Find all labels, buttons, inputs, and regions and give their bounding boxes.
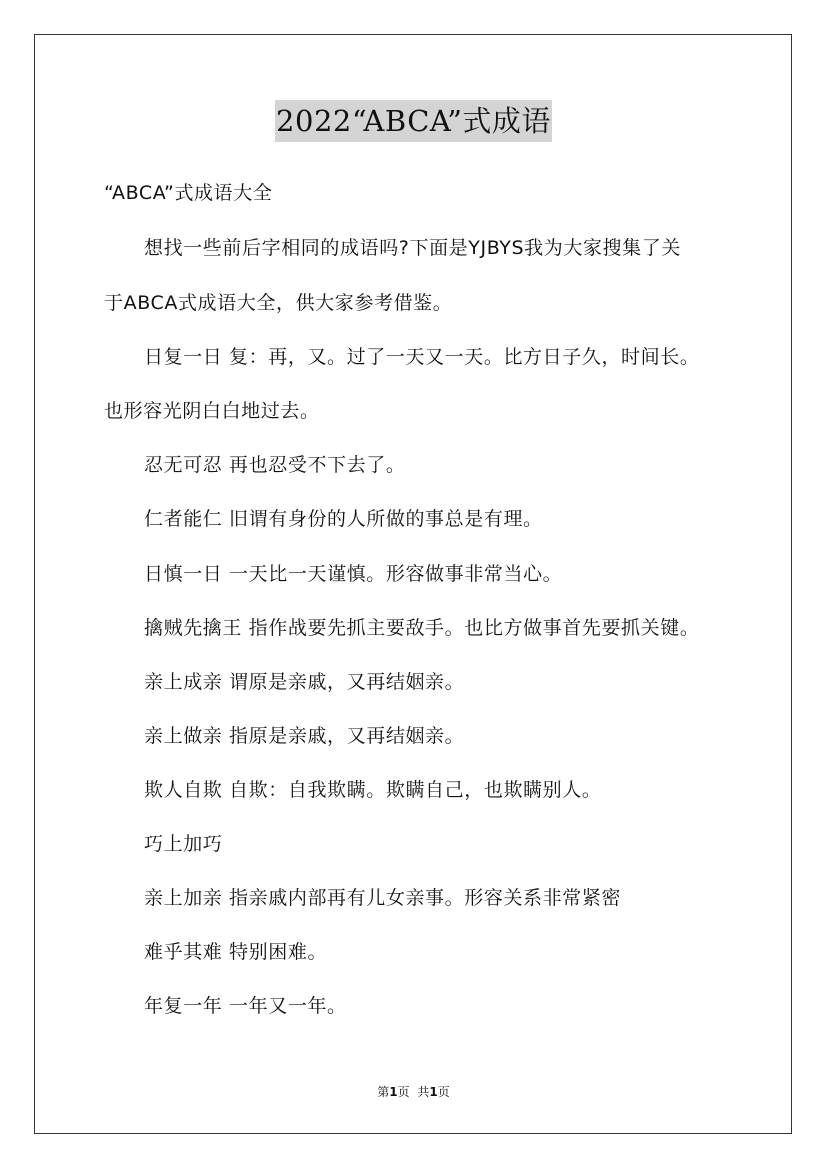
footer-total-prefix: 共 [417,1085,430,1099]
title-container [0,100,827,142]
idiom-entry: 年复一年 一年又一年。 [144,995,347,1017]
footer-page-prefix: 第 [377,1085,390,1099]
idiom-entry: 忍无可忍 再也忍受不下去了。 [144,454,406,476]
idiom-entry: 亲上成亲 谓原是亲戚，又再结姻亲。 [144,671,465,693]
idiom-entry: 亲上加亲 指亲戚内部再有儿女亲事。形容关系非常紧密 [144,887,622,909]
idiom-entry: 欺人自欺 自欺：自我欺瞒。欺瞒自己，也欺瞒别人。 [144,779,602,801]
idiom-entry-continuation: 也形容光阴白白地过去。 [104,400,320,422]
page-footer [0,1084,827,1100]
idiom-entry: 巧上加巧 [144,833,223,855]
footer-page-suffix: 页 [397,1085,410,1099]
idiom-entry: 日慎一日 一天比一天谨慎。形容做事非常当心。 [144,563,563,585]
idiom-entry: 难乎其难 特别困难。 [144,941,328,963]
footer-total-suffix: 页 [437,1085,450,1099]
section-heading: “ABCA”式成语大全 [104,182,273,204]
idiom-entry: 亲上做亲 指原是亲戚，又再结姻亲。 [144,725,465,747]
idiom-entry: 擒贼先擒王 指作战要先抓主要敌手。也比方做事首先要抓关键。 [144,617,700,639]
document-title: 2022“ABCA”式成语 [275,100,552,142]
paragraph-line: 想找一些前后字相同的成语吗?下面是YJBYS我为大家搜集了关 [144,237,681,259]
footer-page-number: 1 [389,1085,398,1099]
paragraph-line: 于ABCA式成语大全，供大家参考借鉴。 [104,292,453,314]
idiom-entry: 仁者能仁 旧谓有身份的人所做的事总是有理。 [144,508,543,530]
idiom-entry: 日复一日 复：再，又。过了一天又一天。比方日子久，时间长。 [144,346,700,368]
footer-total-number: 1 [429,1085,438,1099]
